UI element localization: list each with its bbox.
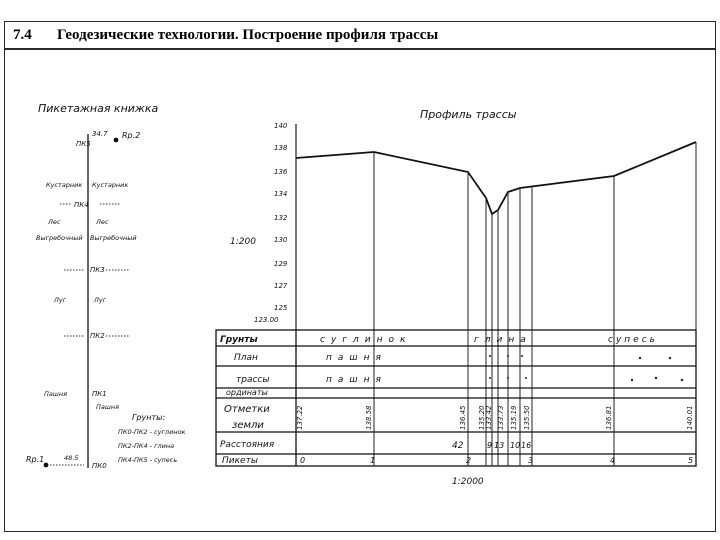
scanned-drawing	[20, 90, 704, 510]
distance-value: 10	[510, 441, 521, 450]
row-label-ordinates: ординаты	[226, 388, 268, 397]
pk5-value: 34.7	[92, 130, 108, 138]
benchmark-rp2: Rp.2	[122, 131, 141, 140]
y-tick: 136	[274, 168, 288, 176]
right-note-3: Выгребочный	[90, 234, 137, 242]
elevation-value: 133.42	[485, 405, 493, 430]
row-label-elevations: Отметки	[224, 404, 270, 415]
distance-value: 9	[487, 441, 493, 450]
pk4-label: ПК4	[74, 201, 89, 209]
right-note-1: Кустарник	[92, 181, 129, 189]
pk1-label: ПК1	[92, 390, 107, 398]
right-note-2: Лес	[96, 218, 109, 226]
left-note-4: Луг	[54, 296, 67, 304]
profile-title: Профиль трассы	[420, 108, 517, 121]
row-label-elevations-2: земли	[232, 420, 264, 431]
distance-value: 16	[521, 441, 532, 450]
y-tick-labels	[254, 122, 288, 324]
soil-line-2: ПК2-ПК4 - глина	[118, 442, 175, 450]
row-label-soils: Грунты	[220, 335, 258, 345]
picket-value: 0	[300, 456, 306, 465]
pk2-label: ПК2	[90, 332, 105, 340]
benchmark-rp1-icon	[44, 463, 49, 468]
ground-profile-line	[296, 142, 696, 214]
plan-pashnya-2: пашня	[326, 375, 387, 385]
distance-values	[452, 441, 531, 451]
pk3-label: ПК3	[90, 266, 105, 274]
pk0-label: ПК0	[92, 462, 107, 470]
soil-glina: глина	[474, 335, 532, 345]
y-tick: 138	[274, 144, 288, 152]
elevation-value: 136.45	[459, 405, 467, 430]
elevation-values	[296, 405, 694, 430]
picket-values	[300, 456, 693, 465]
pk5-label: ПК5	[76, 140, 91, 148]
slide-title: Геодезические технологии. Построение профиля трассы	[57, 26, 439, 43]
elevation-value: 133.73	[497, 405, 505, 430]
picket-value: 5	[688, 456, 694, 465]
row-label-plan-2: трассы	[236, 375, 270, 385]
distance-value: 13	[494, 441, 505, 450]
row-label-distances: Расстояния	[220, 440, 275, 450]
soil-line-3: ПК4-ПК5 - супесь	[118, 456, 178, 464]
picket-value: 2	[466, 456, 472, 465]
soil-line-1: ПК0-ПК2 - суглинок	[118, 428, 186, 436]
y-tick: 129	[274, 260, 288, 268]
soil-title: Грунты:	[132, 413, 166, 422]
left-note-1: Кустарник	[46, 181, 83, 189]
plan-pashnya-1: пашня	[326, 353, 387, 363]
horizontal-scale: 1:2000	[452, 477, 484, 487]
picket-value: 3	[528, 456, 534, 465]
y-tick: 125	[274, 304, 288, 312]
slide-header	[4, 21, 716, 49]
elevation-value: 140.01	[686, 405, 694, 430]
y-tick: 123.00	[254, 316, 279, 324]
row-label-plan: План	[234, 353, 258, 363]
y-tick: 130	[274, 236, 288, 244]
pk0-value: 48.5	[64, 454, 79, 462]
elevation-value: 137.22	[296, 405, 304, 430]
y-tick: 140	[274, 122, 288, 130]
elevation-value: 135.19	[510, 405, 518, 430]
elevation-value: 138.58	[365, 405, 373, 430]
y-tick: 132	[274, 214, 288, 222]
picket-value: 1	[370, 456, 376, 465]
left-note-5: Пашня	[44, 390, 67, 398]
route-profile-figure	[20, 90, 704, 510]
benchmark-rp2-icon	[114, 138, 119, 143]
vertical-scale: 1:200	[230, 237, 256, 247]
distance-value: 42	[452, 441, 464, 451]
elevation-value: 135.20	[478, 405, 486, 430]
y-tick: 127	[274, 282, 288, 290]
y-tick: 134	[274, 190, 288, 198]
picket-book-title: Пикетажная книжка	[38, 102, 159, 115]
picket-value: 4	[610, 456, 616, 465]
benchmark-rp1: Rp.1	[26, 455, 45, 464]
left-note-3: Выгребочный	[36, 234, 83, 242]
elevation-value: 135.50	[523, 405, 531, 430]
section-number: 7.4	[13, 26, 32, 43]
row-label-pickets: Пикеты	[222, 456, 258, 466]
ordinate-lines	[374, 142, 696, 466]
right-note-4: Луг	[94, 296, 107, 304]
soil-supes: супесь	[608, 335, 658, 345]
right-note-5: Пашня	[96, 403, 119, 411]
plan-symbols	[489, 355, 683, 381]
left-note-2: Лес	[48, 218, 61, 226]
soil-suglinok: суглинок	[320, 335, 412, 345]
elevation-value: 136.81	[605, 405, 613, 430]
